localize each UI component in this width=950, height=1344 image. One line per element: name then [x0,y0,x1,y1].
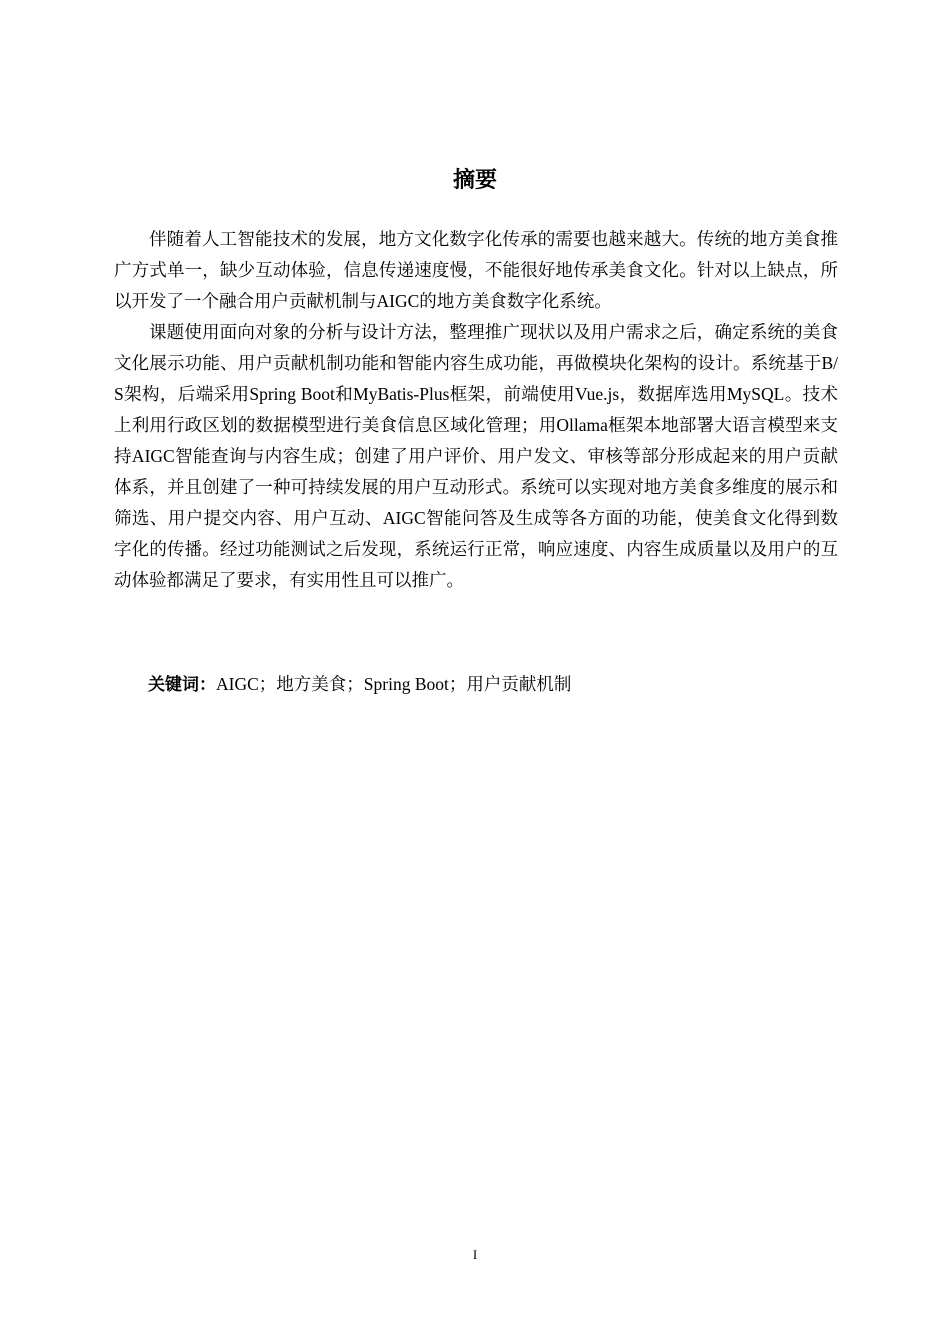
page-number: I [472,1247,478,1262]
abstract-paragraph-2: 课题使用面向对象的分析与设计方法，整理推广现状以及用户需求之后，确定系统的美食文化展示功能、用户贡献机制功能和智能内容生成功能，再做模块化架构的设计。系统基于B/S架构，后端采用Spring Boot和MyBatis-Plus框架，前端使用Vue.js，数据库选用MySQL。技术上利用行政区划的数据模型进行美食信息区域化管理；用Ollama框架本地部署大语言模型来支持AIGC智能查询与内容生成；创建了用户评价、用户发文、审核等部分形成起来的用户贡献体系，并且创建了一种可持续发展的用户互动形式。系统可以实现对地方美食多维度的展示和筛选、用户提交内容、用户互动、AIGC智能问答及生成等各方面的功能，使美食文化得到数字化的传播。经过功能测试之后发现，系统运行正常，响应速度、内容生成质量以及用户的互动体验都满足了要求，有实用性且可以推广。 [114,322,838,590]
abstract-title: 摘要 [452,168,497,193]
keywords-value: AIGC；地方美食；Spring Boot；用户贡献机制 [216,674,572,694]
keywords-line [148,669,838,701]
abstract-body [114,224,838,596]
keywords-label: 关键词： [148,675,216,695]
abstract-paragraph-1: 伴随着人工智能技术的发展，地方文化数字化传承的需要也越来越大。传统的地方美食推广方式单一，缺少互动体验，信息传递速度慢，不能很好地传承美食文化。针对以上缺点，所以开发了一个融合用户贡献机制与AIGC的地方美食数字化系统。 [114,229,838,311]
